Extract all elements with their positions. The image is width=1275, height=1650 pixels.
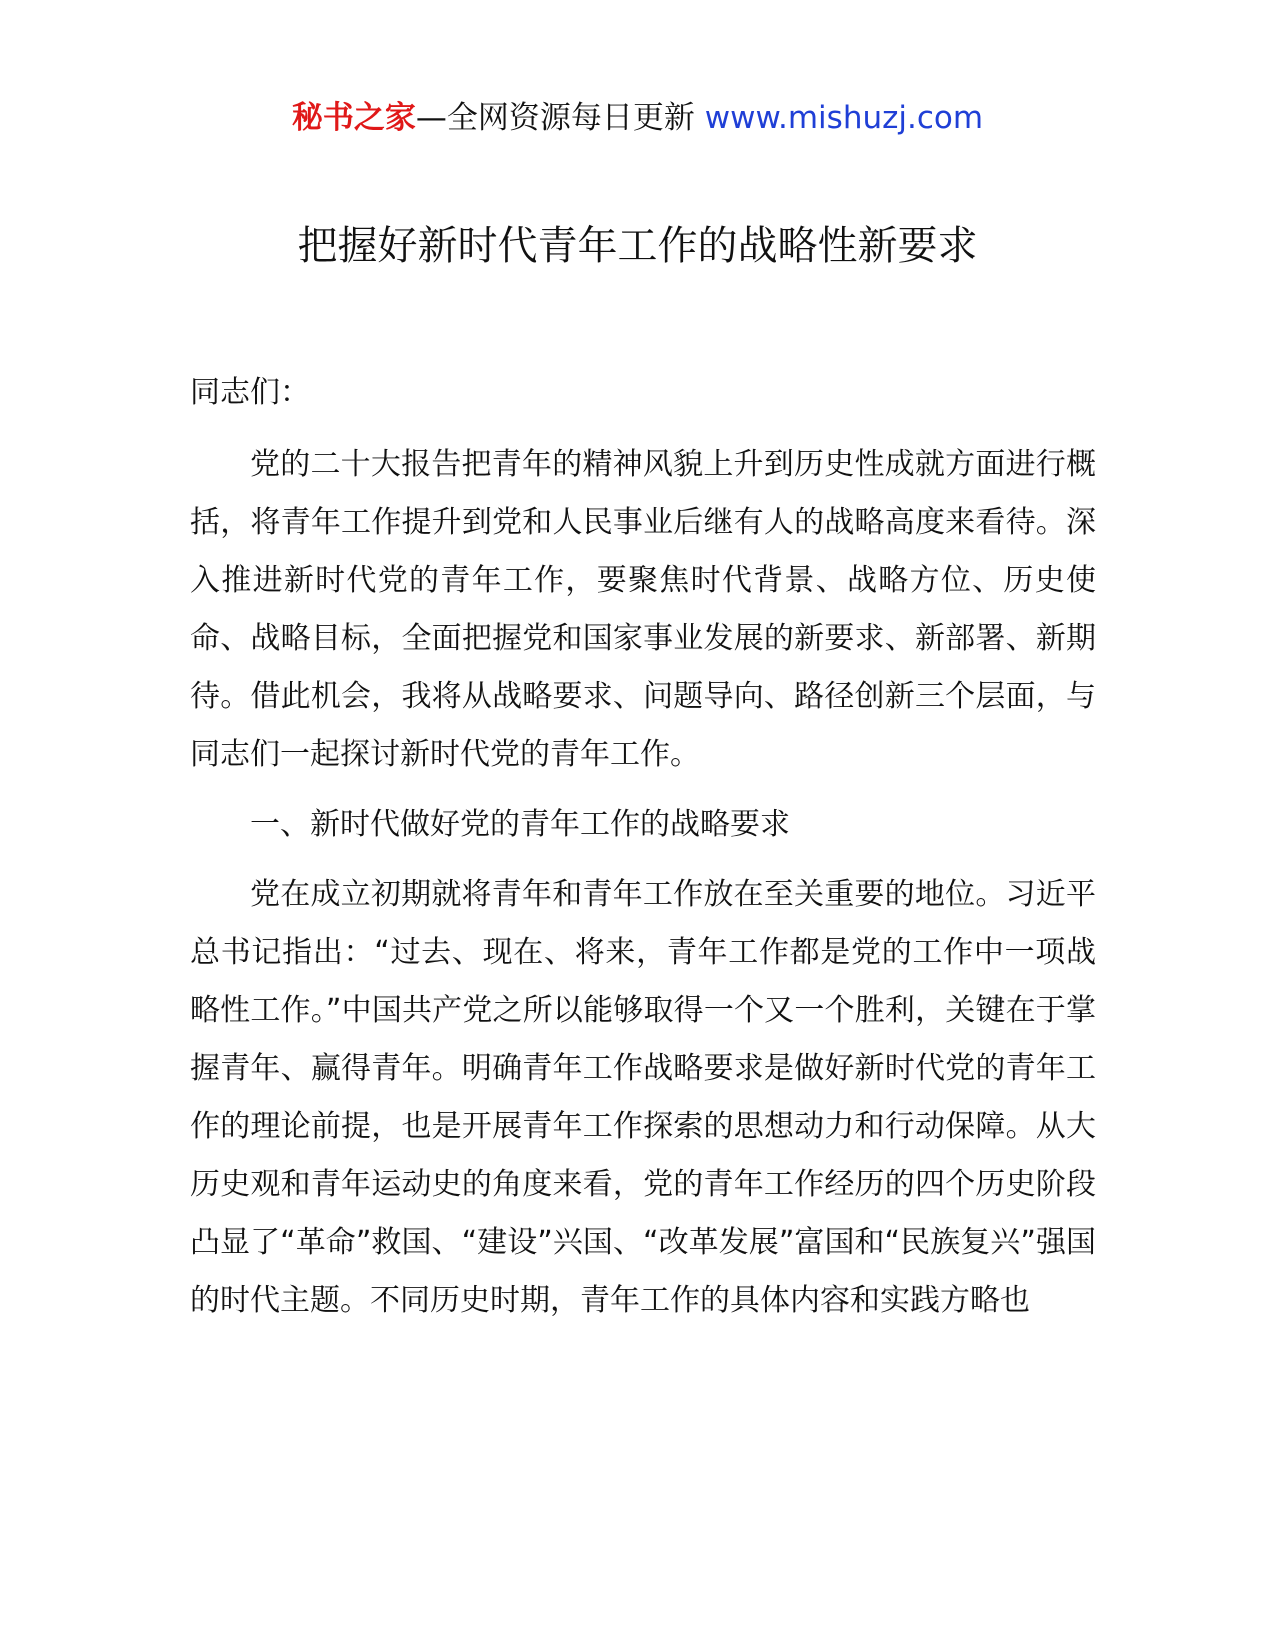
header-brand: 秘书之家 bbox=[291, 100, 416, 136]
header-tagline: —全网资源每日更新 bbox=[415, 100, 705, 136]
page-header bbox=[0, 98, 1275, 138]
paragraph-section-one: 党在成立初期就将青年和青年工作放在至关重要的地位。习近平总书记指出：“过去、现在、将来，青年工作都是党的工作中一项战略性工作。”中国共产党之所以能够取得一个又一个胜利，关键在于掌握青年、赢得青年。明确青年工作战略要求是做好新时代党的青年工作的理论前提，也是开展青年工作探索的思想动力和行动保障。从大历史观和青年运动史的角度来看，党的青年工作经历的四个历史阶段凸显了“革命”救国、“建设”兴国、“改革发展”富国和“民族复兴”强国的时代主题。不同历史时期，青年工作的具体内容和实践方略也 bbox=[190, 877, 1096, 1318]
header-url-link[interactable]: www.mishuzj.com bbox=[704, 100, 984, 136]
document-title: 把握好新时代青年工作的战略性新要求 bbox=[297, 223, 978, 269]
document-body bbox=[190, 364, 1096, 1342]
section-heading: 一、新时代做好党的青年工作的战略要求 bbox=[250, 807, 790, 842]
salutation: 同志们： bbox=[190, 375, 310, 410]
paragraph-intro: 党的二十大报告把青年的精神风貌上升到历史性成就方面进行概括，将青年工作提升到党和人民事业后继有人的战略高度来看待。深入推进新时代党的青年工作，要聚焦时代背景、战略方位、历史使命、战略目标，全面把握党和国家事业发展的新要求、新部署、新期待。借此机会，我将从战略要求、问题导向、路径创新三个层面，与同志们一起探讨新时代党的青年工作。 bbox=[190, 447, 1096, 772]
